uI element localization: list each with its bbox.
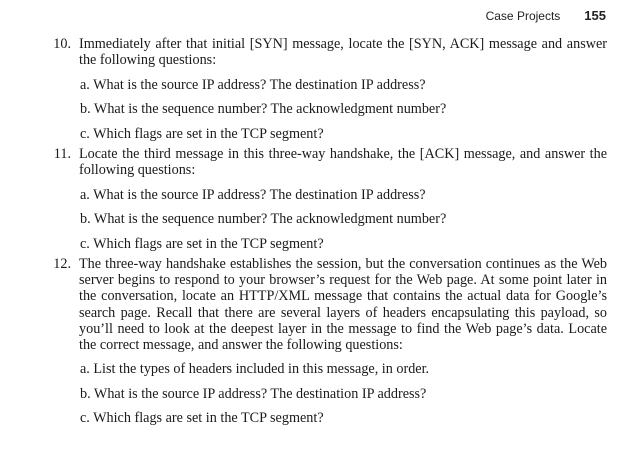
- question-text: Immediately after that initial [SYN] message, locate the [SYN, ACK] message and answer the following questions:: [79, 36, 607, 69]
- section-title: Case Projects: [485, 9, 561, 23]
- sub-question: a. List the types of headers included in this message, in order.: [80, 361, 430, 378]
- sub-question: c. Which flags are set in the TCP segment?: [80, 125, 324, 142]
- question-number: 11.: [53, 146, 71, 163]
- question-item: [45, 146, 607, 252]
- question-text: The three-way handshake establishes the session, but the conversation continues as the Web server begins to respond to your browser’s request for the Web page. At some point later in the conversation, locate an HTTP/XML message that contains the actual data for Google’s search page. Recall that there are several layers of headers encapsulating this payload, so you’ll need to look at the deepest layer in the message to find the Web page’s data. Locate the correct message, and answer the following questions:: [79, 256, 607, 354]
- page-number: 155: [584, 8, 606, 23]
- question-item: [45, 36, 607, 142]
- page-content: [45, 36, 607, 427]
- sub-question: b. What is the sequence number? The acknowledgment number?: [80, 211, 447, 228]
- sub-question: a. What is the source IP address? The destination IP address?: [80, 76, 426, 93]
- sub-question: b. What is the sequence number? The acknowledgment number?: [80, 101, 447, 118]
- running-header: [486, 8, 606, 23]
- sub-question: c. Which flags are set in the TCP segment?: [80, 410, 324, 427]
- sub-question: b. What is the source IP address? The destination IP address?: [80, 385, 427, 402]
- sub-question: a. What is the source IP address? The destination IP address?: [80, 186, 426, 203]
- question-number: 12.: [53, 256, 71, 273]
- question-number: 10.: [53, 36, 71, 52]
- sub-question: c. Which flags are set in the TCP segment?: [80, 235, 324, 252]
- question-item: [45, 256, 607, 426]
- question-text: Locate the third message in this three-way handshake, the [ACK] message, and answer the following questions:: [79, 146, 607, 179]
